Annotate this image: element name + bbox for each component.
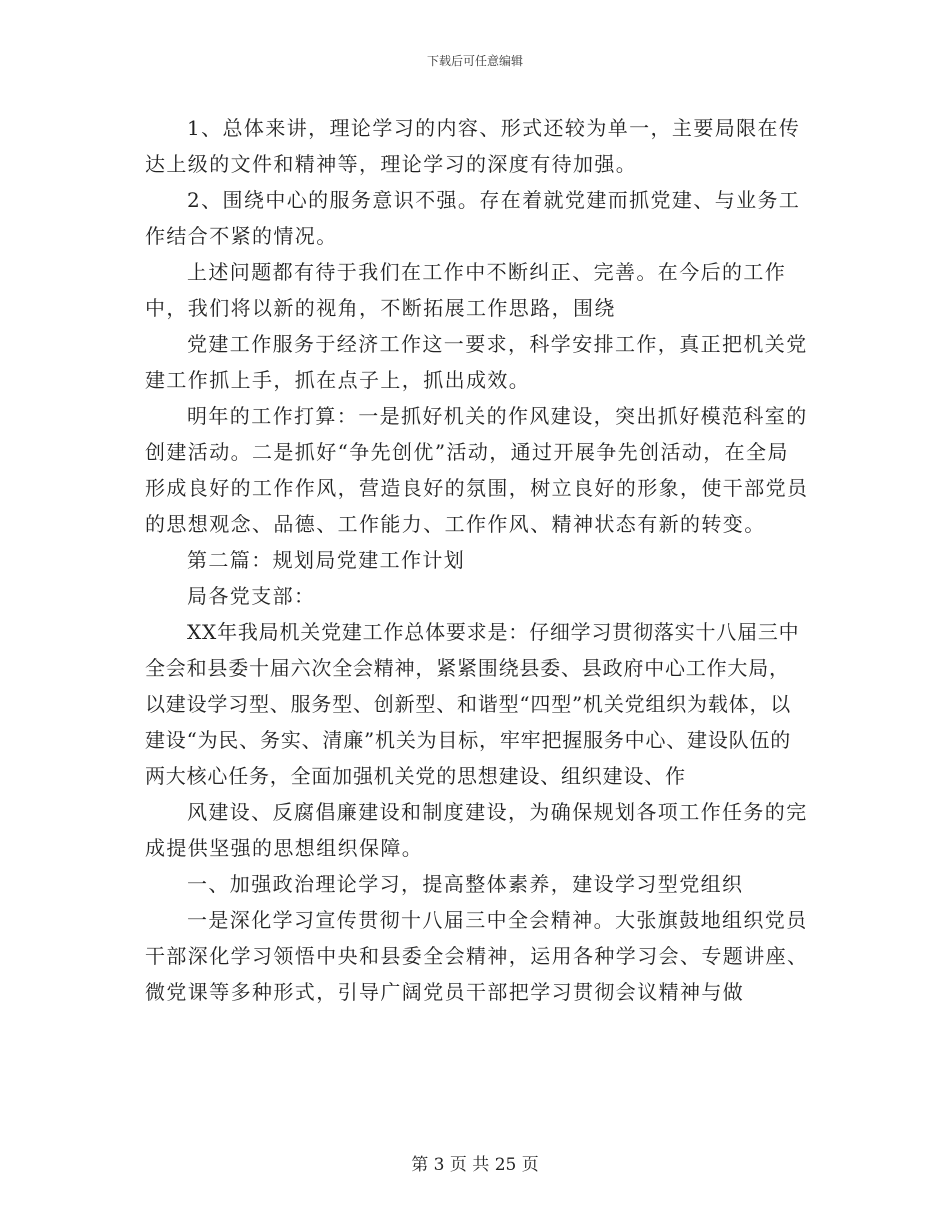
paragraph-improvement-intro: 上述问题都有待于我们在工作中不断纠正、完善。在今后的工作中，我们将以新的视角，不断拓展工作思路，围绕 xyxy=(145,260,787,320)
paragraph-deepen-study: 一是深化学习宣传贯彻十八届三中全会精神。大张旗鼓地组织党员干部深化学习领悟中央和县委全会精神，运用各种学习会、专题讲座、微党课等多种形式，引导广阔党员干部把学习贯彻会议精神与做 xyxy=(145,908,809,1004)
page-header: 下载后可任意编辑 xyxy=(426,54,523,68)
paragraph-summary-issue-2: 2、围绕中心的服务意识不强。存在着就党建而抓党建、与业务工作结合不紧的情况。 xyxy=(145,188,801,248)
paragraph-improvement-continued: 党建工作服务于经济工作这一要求，科学安排工作，真正把机关党建工作抓上手，抓在点子上，抓出成效。 xyxy=(145,332,808,392)
salutation: 局各党支部： xyxy=(187,584,316,608)
page-number-footer: 第 3 页 共 25 页 xyxy=(411,1155,539,1175)
paragraph-overall-requirements: XX年我局机关党建工作总体要求是：仔细学习贯彻落实十八届三中全会和县委十届六次全会精神，紧紧围绕县委、县政府中心工作大局，以建设学习型、服务型、创新型、和谐型“四型”机关党组织为载体，以建设“为民、务实、清廉”机关为目标，牢牢把握服务中心、建设队伍的两大核心任务，全面加强机关党的思想建设、组织建设、作 xyxy=(145,620,800,788)
document-body xyxy=(145,110,810,1010)
paragraph-requirements-continued: 风建设、反腐倡廉建设和制度建设，为确保规划各项工作任务的完成提供坚强的思想组织保障。 xyxy=(145,800,808,860)
section-heading-part-two: 第二篇：规划局党建工作计划 xyxy=(187,548,466,572)
section-heading-political-study: 一、加强政治理论学习，提高整体素养，建设学习型党组织 xyxy=(187,872,744,896)
paragraph-summary-issue-1: 1、总体来讲，理论学习的内容、形式还较为单一，主要局限在传达上级的文件和精神等，理论学习的深度有待加强。 xyxy=(145,116,801,176)
paragraph-next-year-plan: 明年的工作打算：一是抓好机关的作风建设，突出抓好模范科室的创建活动。二是抓好“争先创优”活动，通过开展争先创活动，在全局形成良好的工作作风，营造良好的氛围，树立良好的形象，使干部党员的思想观念、品德、工作能力、工作作风、精神状态有新的转变。 xyxy=(145,404,809,536)
